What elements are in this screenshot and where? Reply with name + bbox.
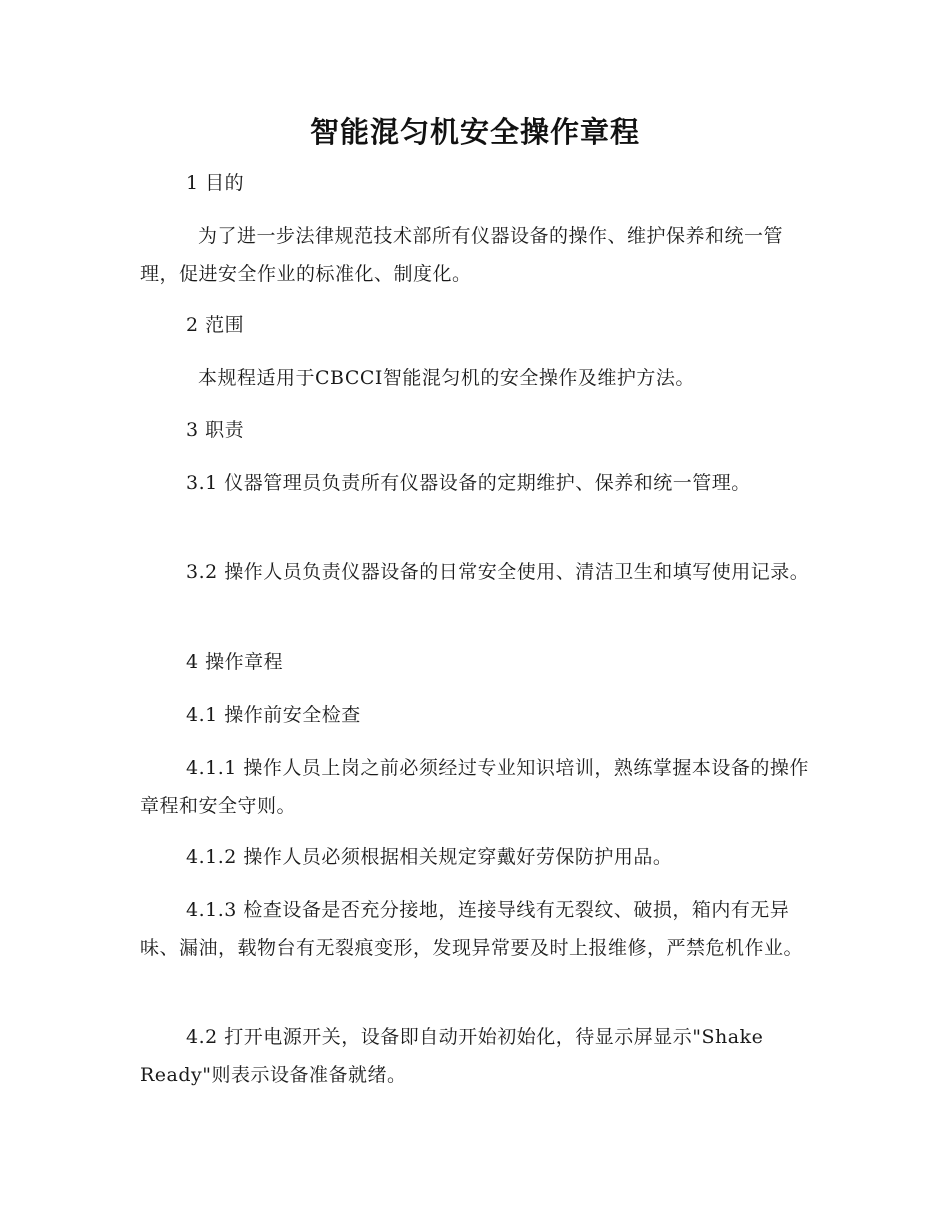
heading-4-1: 4.1 操作前安全检查: [186, 704, 361, 726]
paragraph-4-1-1: 4.1.1 操作人员上岗之前必须经过专业知识培训，熟练掌握本设备的操作章程和安全守则。: [140, 757, 809, 817]
document-title: 智能混匀机安全操作章程: [309, 115, 640, 149]
paragraph-scope: 本规程适用于CBCCI智能混匀机的安全操作及维护方法。: [198, 367, 695, 389]
paragraph-purpose: 为了进一步法律规范技术部所有仪器设备的操作、维护保养和统一管理，促进安全作业的标准化、制度化。: [140, 225, 784, 285]
paragraph-responsibility-3-2: 3.2 操作人员负责仪器设备的日常安全使用、清洁卫生和填写使用记录。: [186, 561, 810, 583]
paragraph-4-2: 4.2 打开电源开关，设备即自动开始初始化，待显示屏显示"Shake Ready"则表示设备准备就绪。: [140, 1026, 764, 1086]
paragraph-responsibility-3-1: 3.1 仪器管理员负责所有仪器设备的定期维护、保养和统一管理。: [186, 472, 751, 494]
heading-purpose: 1 目的: [186, 172, 245, 194]
paragraph-4-1-3: 4.1.3 检查设备是否充分接地，连接导线有无裂纹、破损，箱内有无异味、漏油，载物台有无裂痕变形，发现异常要及时上报维修，严禁危机作业。: [140, 899, 804, 959]
heading-scope: 2 范围: [186, 314, 245, 336]
paragraph-4-1-2: 4.1.2 操作人员必须根据相关规定穿戴好劳保防护用品。: [186, 846, 673, 868]
heading-operation: 4 操作章程: [186, 651, 284, 673]
heading-responsibility: 3 职责: [186, 419, 245, 441]
